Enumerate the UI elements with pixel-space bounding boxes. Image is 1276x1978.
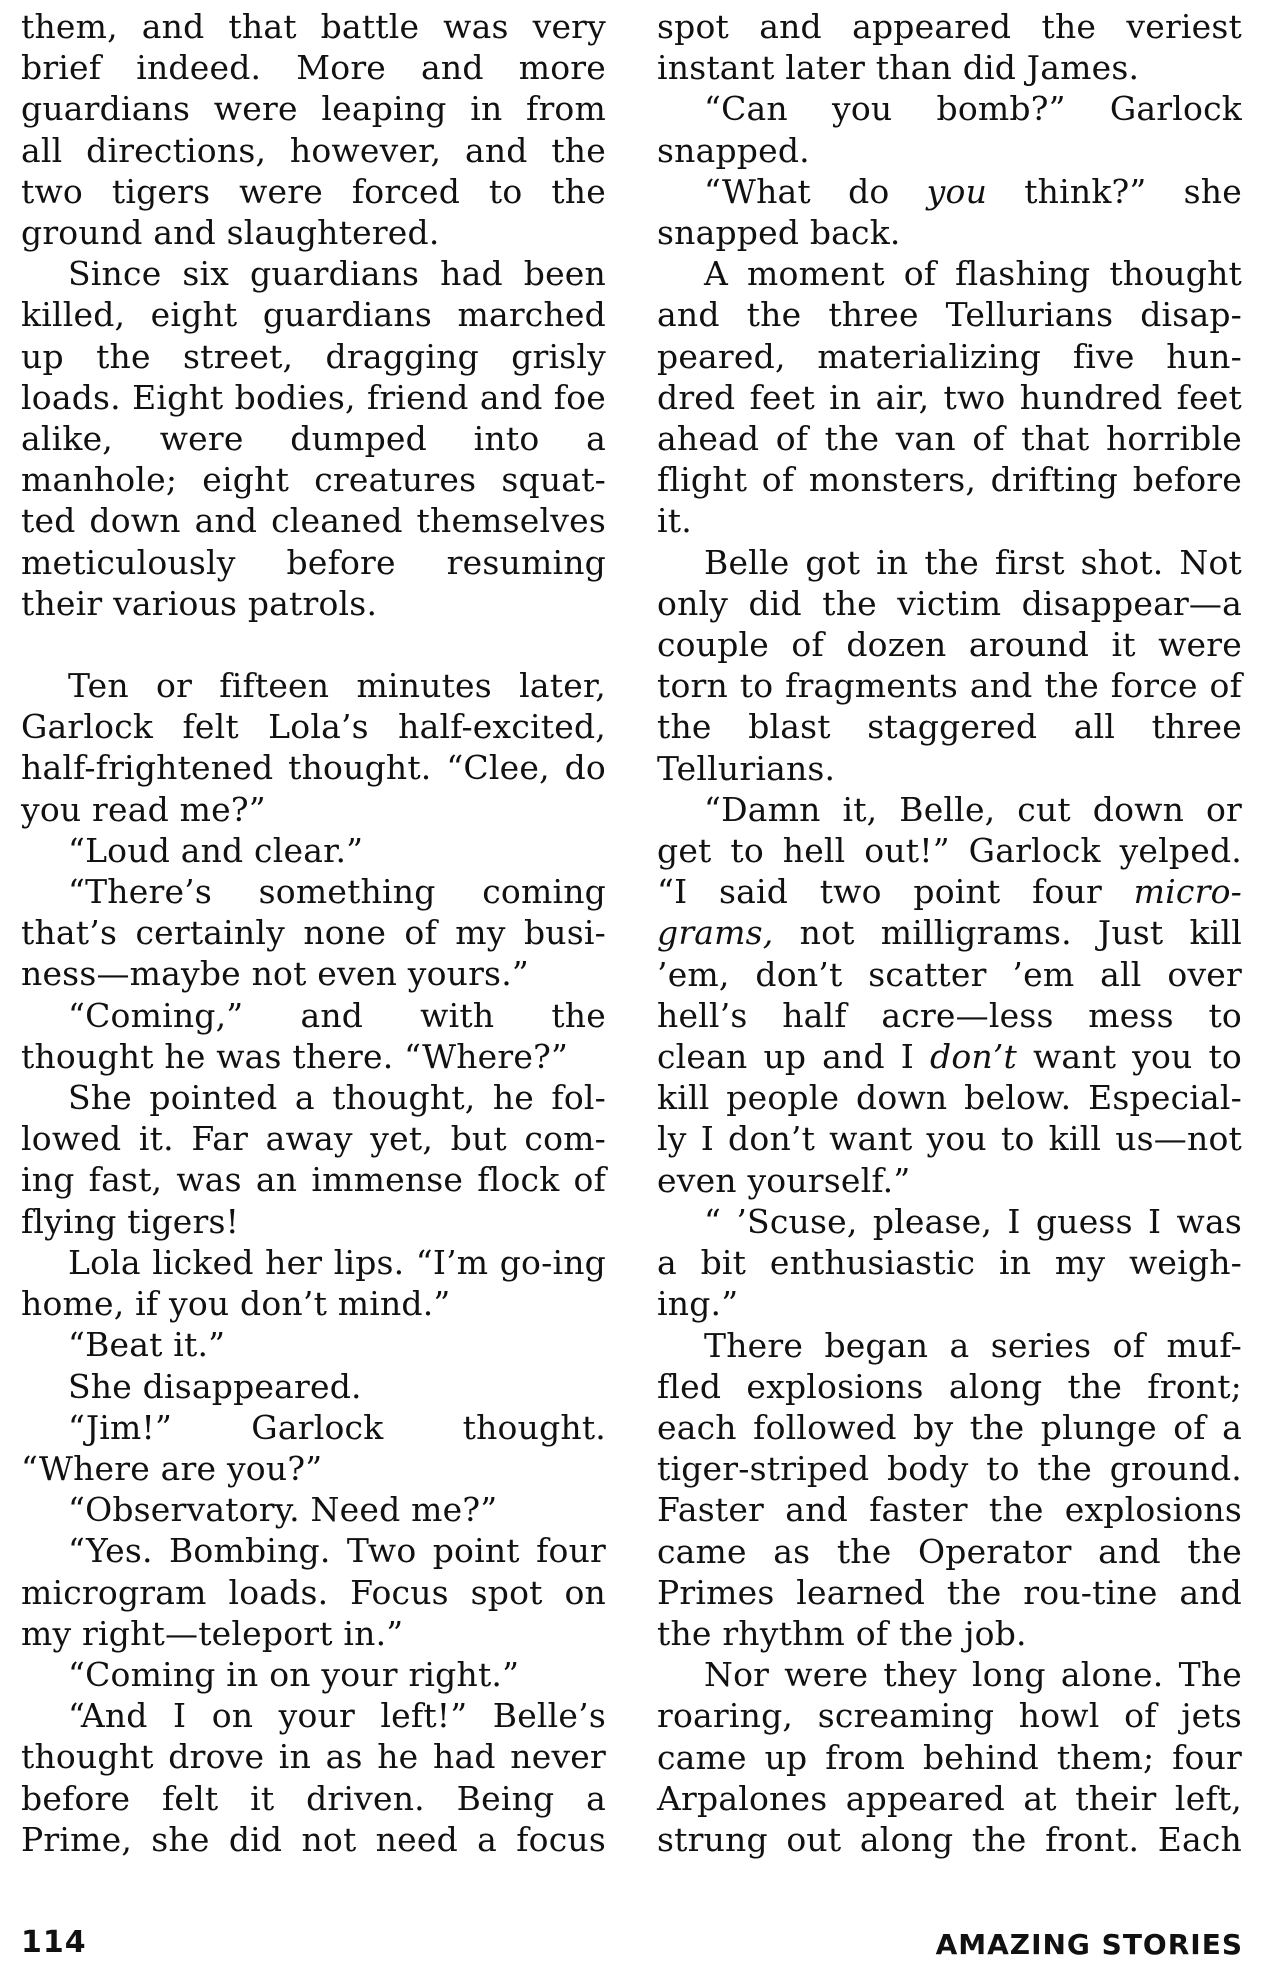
paragraph: Since six guardians had been killed, eight guardians marched up the street, dragging grisly loads. Eight bodies, friend and foe alike, were dumped into a manhole; eight creatures squat-ted down and cleaned themselves meticulously before resuming their various patrols. — [21, 254, 606, 623]
paragraph: “There’s something coming that’s certainly none of my busi-ness—maybe not even yours.” — [21, 872, 606, 994]
paragraph: There began a series of muf-fled explosions along the front; each followed by the plunge of a tiger-striped body to the ground. Faster and faster the explosions came as the Operator and the Primes learned the rou-tine and the rhythm of the job. — [657, 1325, 1242, 1653]
emphasis: don’t — [930, 1037, 1017, 1077]
paragraph: “Beat it.” — [68, 1325, 226, 1365]
paragraph: “Coming,” and with the thought he was there. “Where?” — [21, 995, 606, 1076]
right-text-column — [657, 6, 1242, 1860]
paragraph: Lola licked her lips. “I’m go-ing home, if you don’t mind.” — [21, 1242, 606, 1324]
paragraph — [657, 789, 1242, 1201]
paragraph — [657, 171, 1242, 253]
paragraph: “Jim!” Garlock thought. “Where are you?” — [21, 1407, 606, 1488]
paragraph: Nor were they long alone. The roaring, screaming howl of jets came up from behind them; four Arpalones appeared at their left, strung out along the front. Each — [657, 1655, 1242, 1859]
page-number: 114 — [21, 1925, 87, 1960]
paragraph: “Observatory. Need me?” — [68, 1490, 498, 1530]
paragraph: “Yes. Bombing. Two point four microgram loads. Focus spot on my right—teleport in.” — [21, 1531, 606, 1653]
paragraph: She disappeared. — [68, 1366, 362, 1406]
text-run: want you to kill people down below. Especial-ly I don’t want you to kill us—not even yourself.” — [657, 1037, 1243, 1200]
text-run: not milligrams. Just kill ’em, don’t scatter ’em all over hell’s half acre—less mess to clean up and I — [657, 913, 1242, 1077]
paragraph: “Can you bomb?” Garlock snapped. — [657, 89, 1242, 170]
text-run: “Damn it, Belle, cut down or get to hell out!” Garlock yelped. “I said two point four — [657, 789, 1242, 912]
paragraph: spot and appeared the veriest instant later than did James. — [657, 7, 1242, 88]
paragraph: “And I on your left!” Belle’s thought drove in as he had never before felt it driven. Being a Prime, she did not need a focus — [21, 1696, 606, 1859]
paragraph: “Coming in on your right.” — [68, 1654, 520, 1694]
paragraph: A moment of flashing thought and the three Tellurians disap-peared, materializing five hun-dred feet in air, two hundred feet ahead of the van of that horrible flight of monsters, drifting before it. — [657, 254, 1242, 541]
paragraph: “ ’Scuse, please, I guess I was a bit enthusiastic in my weigh-ing.” — [657, 1201, 1242, 1324]
emphasis: you — [926, 171, 988, 211]
magazine-title: AMAZING STORIES — [935, 1928, 1243, 1961]
paragraph: Belle got in the first shot. Not only did the victim disappear—a couple of dozen around it were torn to fragments and the force of the blast staggered all three Tellurians. — [657, 542, 1242, 788]
text-run: think?” she snapped back. — [657, 171, 1242, 253]
paragraph: “Loud and clear.” — [68, 830, 364, 870]
text-run: “What do — [704, 171, 927, 211]
emphasis: micro-grams, — [657, 872, 1242, 953]
paragraph: Ten or fifteen minutes later, Garlock felt Lola’s half-excited, half-frightened thought. “Clee, do you read me?” — [21, 666, 606, 829]
left-text-column — [21, 6, 606, 1860]
paragraph: She pointed a thought, he fol-lowed it. Far away yet, but com-ing fast, was an immense flock of flying tigers! — [21, 1078, 606, 1241]
paragraph: them, and that battle was very brief indeed. More and more guardians were leaping in from all directions, however, and the two tigers were forced to the ground and slaughtered. — [21, 7, 606, 253]
